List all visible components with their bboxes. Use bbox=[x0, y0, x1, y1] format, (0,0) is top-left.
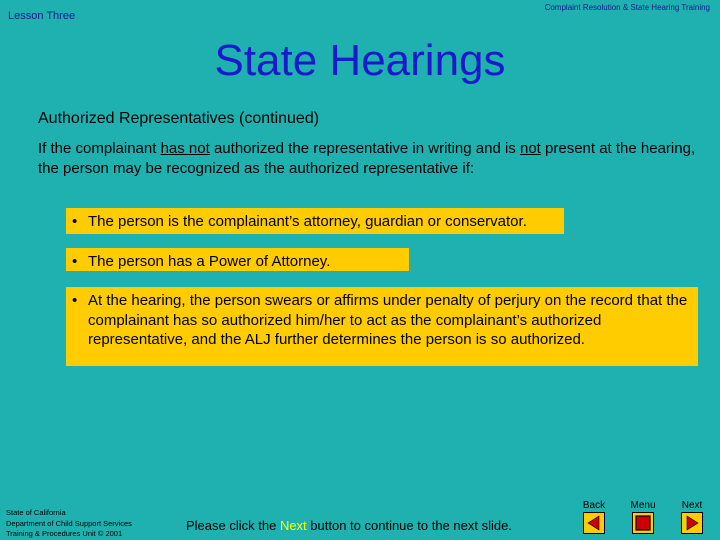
intro-underline-has-not: has not bbox=[160, 140, 210, 157]
condition-box-sworn-statement bbox=[66, 287, 698, 366]
org-line: State of California bbox=[6, 508, 66, 517]
condition-box-power-of-attorney bbox=[66, 248, 409, 271]
section-heading: Authorized Representatives (continued) bbox=[38, 110, 320, 127]
menu-label: Menu bbox=[630, 500, 656, 511]
page-title: State Hearings bbox=[214, 36, 506, 85]
back-label: Back bbox=[582, 500, 606, 511]
lesson-label: Lesson Three bbox=[8, 10, 76, 22]
next-button[interactable] bbox=[681, 512, 703, 534]
intro-text-part: present at the hearing, the person may be recognized as the authorized representative if: bbox=[38, 140, 696, 177]
intro-text-part: authorized the representative in writing and is bbox=[209, 140, 520, 157]
arrow-left-icon bbox=[584, 513, 604, 533]
menu-icon bbox=[633, 513, 653, 533]
back-button[interactable] bbox=[583, 512, 605, 534]
condition-text: The person has a Power of Attorney. bbox=[88, 253, 331, 270]
course-title: Complaint Resolution & State Hearing Training bbox=[544, 3, 710, 12]
condition-text: At the hearing, the person swears or affirms under penalty of perjury on the record that the complainant has so authorized him/her to act as the complainant’s authorized representative, and the ALJ further determines the person is so authorized. bbox=[88, 292, 688, 348]
bullet-icon: • bbox=[72, 253, 78, 270]
next-label: Next bbox=[681, 500, 703, 511]
org-line: Department of Child Support Services bbox=[6, 518, 132, 528]
instruction-text: button to continue to the next slide. bbox=[306, 518, 512, 533]
instruction-next-word: Next bbox=[279, 518, 307, 533]
intro-text-part: If the complainant bbox=[38, 140, 161, 157]
org-line: Training & Procedures Unit © 2001 bbox=[6, 529, 123, 538]
bullet-icon: • bbox=[72, 213, 78, 230]
menu-button[interactable] bbox=[632, 512, 654, 534]
footer-instruction bbox=[186, 518, 512, 533]
instruction-text: Please click the bbox=[186, 518, 280, 533]
condition-box-attorney bbox=[66, 208, 564, 234]
intro-paragraph bbox=[38, 139, 698, 179]
footer-organization bbox=[6, 508, 132, 540]
bullet-icon: • bbox=[72, 292, 78, 309]
intro-underline-not: not bbox=[519, 140, 541, 157]
condition-text: The person is the complainant’s attorney, guardian or conservator. bbox=[88, 213, 527, 230]
arrow-right-icon bbox=[682, 513, 702, 533]
